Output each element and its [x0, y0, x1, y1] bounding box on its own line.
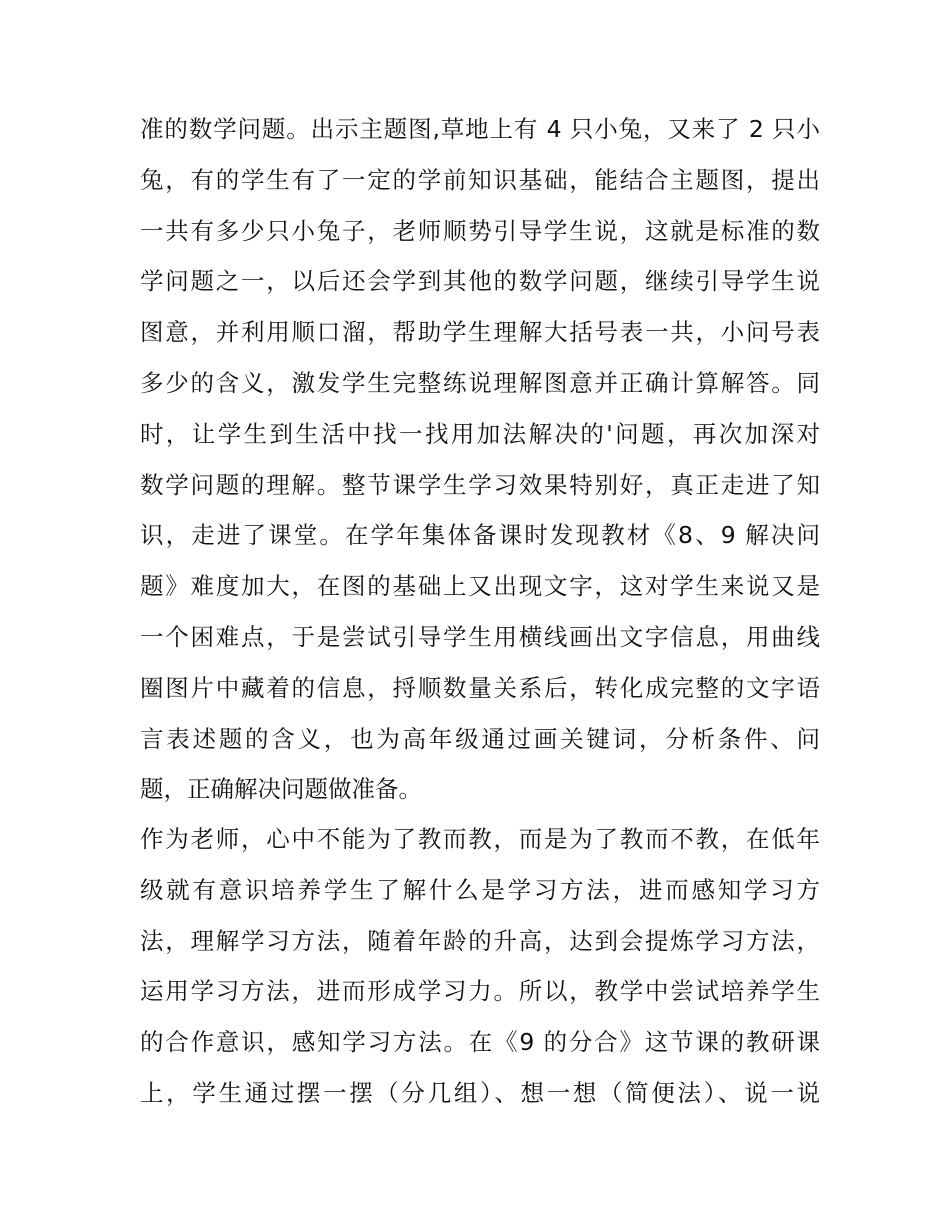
- text-line: 一共有多少只小兔子，老师顺势引导学生说，这就是标准的数: [140, 216, 820, 245]
- text-line: 准的数学问题。出示主题图,草地上有 4 只小兔，又来了 2 只小: [140, 115, 820, 143]
- text-line: 题》难度加大，在图的基础上又出现文字，这对学生来说又是: [140, 572, 820, 601]
- text-line: 级就有意识培养学生了解什么是学习方法，进而感知学习方: [140, 875, 820, 904]
- text-line: 作为老师，心中不能为了教而教，而是为了教而不教，在低年: [140, 825, 820, 853]
- text-line: 多少的含义，激发学生完整练说理解图意并正确计算解答。同: [140, 368, 820, 397]
- text-line: 一个困难点，于是尝试引导学生用横线画出文字信息，用曲线: [140, 622, 820, 651]
- text-line: 上，学生通过摆一摆（分几组）、想一想（简便法）、说一说: [140, 1078, 820, 1107]
- text-line: 法，理解学习方法，随着年龄的升高，达到会提炼学习方法，: [140, 926, 820, 955]
- text-line: 题，正确解决问题做准备。: [140, 775, 422, 804]
- text-line: 运用学习方法，进而形成学习力。所以，教学中尝试培养学生: [140, 977, 820, 1006]
- text-line: 图意，并利用顺口溜，帮助学生理解大括号表一共，小问号表: [140, 318, 820, 347]
- text-line: 时，让学生到生活中找一找用加法解决的'问题，再次加深对: [140, 419, 820, 448]
- text-line: 的合作意识，感知学习方法。在《9 的分合》这节课的教研课: [140, 1028, 820, 1057]
- paragraph-2: [140, 814, 820, 1119]
- text-line: 兔，有的学生有了一定的学前知识基础，能结合主题图，提出: [140, 165, 820, 194]
- text-line: 学问题之一，以后还会学到其他的数学问题，继续引导学生说: [140, 267, 820, 296]
- text-line: 言表述题的含义，也为高年级通过画关键词，分析条件、问: [140, 724, 820, 753]
- paragraph-1: [140, 104, 820, 815]
- text-line: 识，走进了课堂。在学年集体备课时发现教材《8、9 解决问: [140, 521, 820, 550]
- text-line: 数学问题的理解。整节课学生学习效果特别好，真正走进了知: [140, 470, 820, 499]
- text-line: 圈图片中藏着的信息，捋顺数量关系后，转化成完整的文字语: [140, 673, 820, 702]
